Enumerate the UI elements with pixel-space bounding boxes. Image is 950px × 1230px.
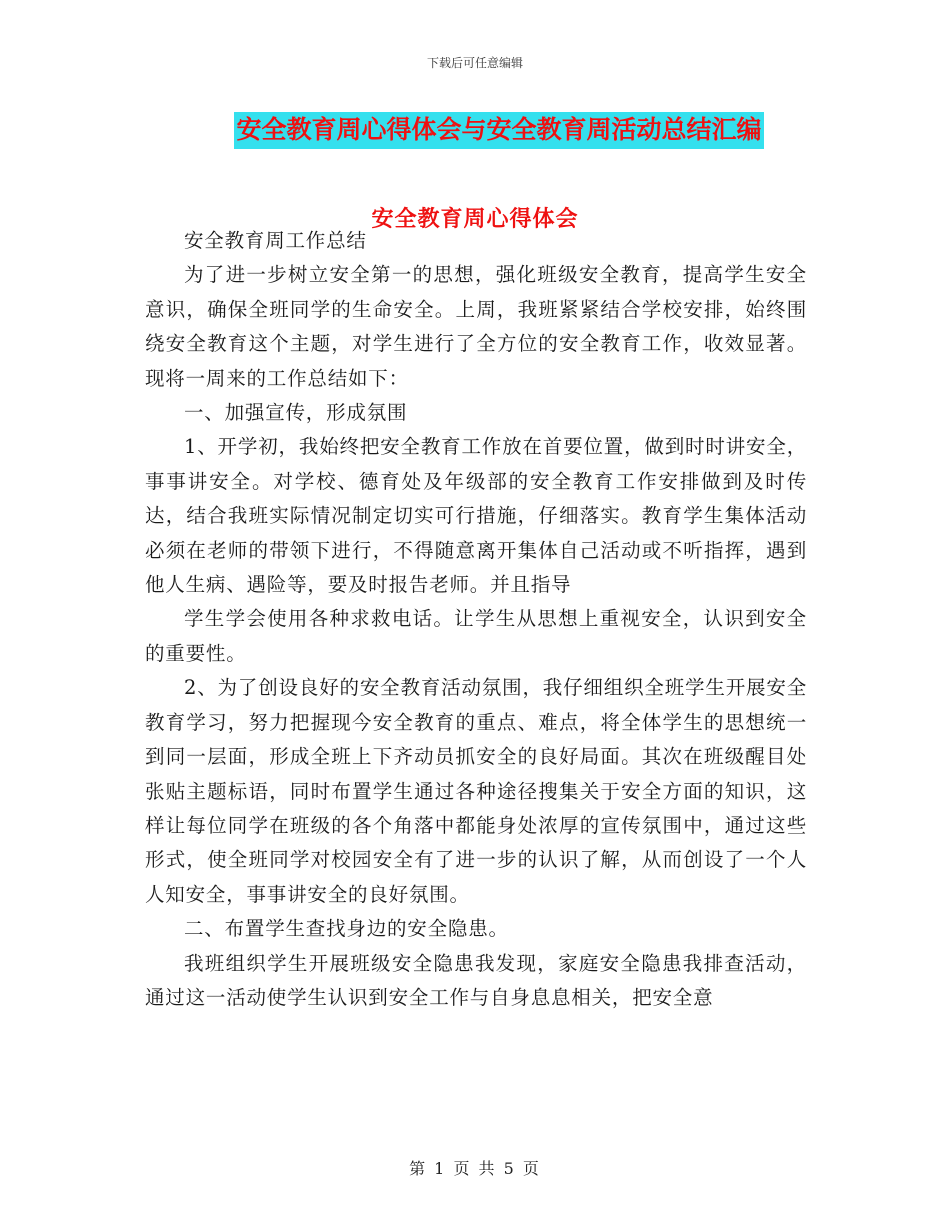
section-title: 安全教育周心得体会 — [371, 207, 579, 232]
document-body — [145, 222, 807, 1015]
document-main-title: 安全教育周心得体会与安全教育周活动总结汇编 — [234, 112, 763, 149]
paragraph-work-summary-heading: 安全教育周工作总结 — [184, 229, 367, 252]
paragraph-heading-1: 一、加强宣传，形成氛围 — [184, 401, 408, 425]
paragraph-heading-2: 二、布置学生查找身边的安全隐患。 — [184, 917, 509, 941]
paragraph-intro: 为了进一步树立安全第一的思想，强化班级安全教育，提高学生安全意识，确保全班同学的生命安全。上周，我班紧紧结合学校安排，始终围绕安全教育这个主题，对学生进行了全方位的安全教育工作，收效显著。现将一周来的工作总结如下： — [145, 263, 807, 390]
paragraph-item-2: 2、为了创设良好的安全教育活动氛围，我仔细组织全班学生开展安全教育学习，努力把握现今安全教育的重点、难点，将全体学生的思想统一到同一层面，形成全班上下齐动员抓安全的良好局面。其次在班级醒目处张贴主题标语，同时布置学生通过各种途径搜集关于安全方面的知识，这样让每位同学在班级的各个角落中都能身处浓厚的宣传氛围中，通过这些形式，使全班同学对校园安全有了进一步的认识了解，从而创设了一个人人知安全，事事讲安全的良好氛围。 — [145, 676, 807, 906]
paragraph-item-1: 1、开学初，我始终把安全教育工作放在首要位置，做到时时讲安全，事事讲安全。对学校、德育处及年级部的安全教育工作安排做到及时传达，结合我班实际情况制定切实可行措施，仔细落实。教育学生集体活动必须在老师的带领下进行，不得随意离开集体自己活动或不听指挥，遇到他人生病、遇险等，要及时报告老师。并且指导 — [145, 435, 807, 597]
page-indicator: 第 1 页 共 5 页 — [409, 1159, 541, 1178]
header-note: 下载后可任意编辑 — [426, 56, 523, 70]
paragraph-item-1-cont: 学生学会使用各种求救电话。让学生从思想上重视安全，认识到安全的重要性。 — [145, 607, 807, 665]
main-title-container — [0, 112, 950, 149]
paragraph-hazard-activity: 我班组织学生开展班级安全隐患我发现，家庭安全隐患我排查活动，通过这一活动使学生认识到安全工作与自身息息相关，把安全意 — [145, 951, 807, 1009]
